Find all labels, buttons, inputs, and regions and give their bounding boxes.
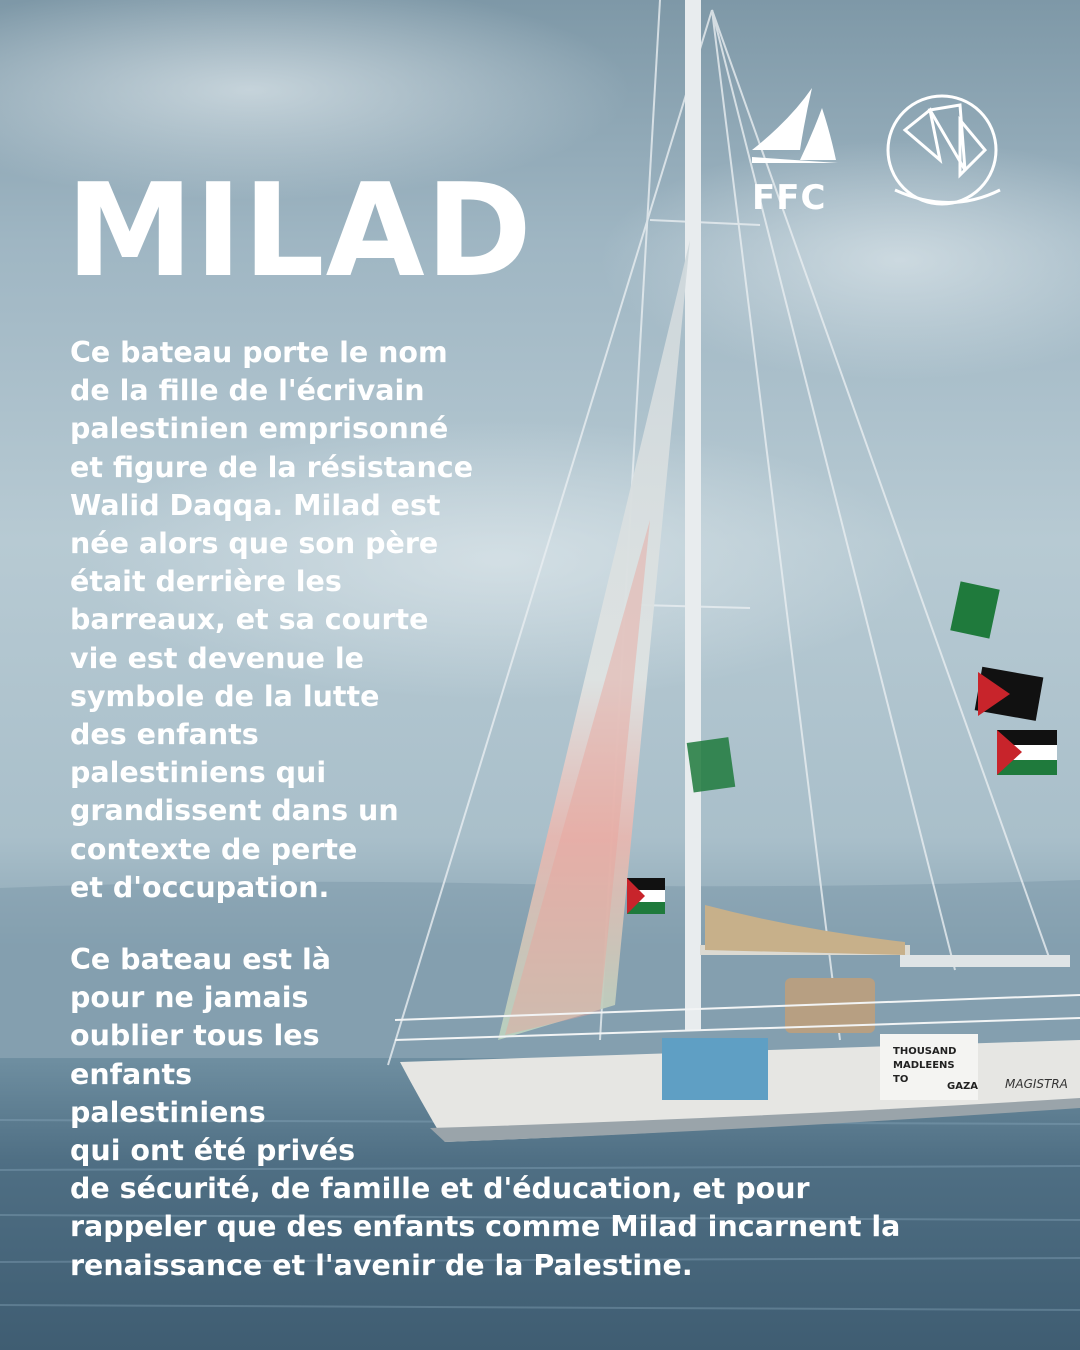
banner-line: GAZA (947, 1081, 978, 1092)
post-title: MILAD (66, 157, 533, 306)
mast (685, 0, 701, 1030)
text-line: palestiniens qui (70, 756, 327, 790)
ffc-logo-text: FFC (752, 178, 827, 218)
bimini-frame (900, 955, 1070, 967)
text-line: de la fille de l'écrivain (70, 374, 425, 408)
text-line: symbole de la lutte (70, 679, 380, 713)
text-line: était derrière les (70, 565, 342, 599)
text-line: et figure de la résistance (70, 450, 474, 484)
text-line: renaissance et l'avenir de la Palestine. (70, 1248, 693, 1282)
text-line: contexte de perte (70, 832, 358, 866)
text-line: Ce bateau porte le nom (70, 336, 448, 369)
text-line: barreaux, et sa courte (70, 603, 429, 637)
text-line: rappeler que des enfants comme Milad incarnent la (70, 1210, 901, 1244)
palestinian-flag-icon (687, 737, 736, 792)
text-line: enfants (70, 1057, 193, 1091)
text-line: palestiniens (70, 1095, 266, 1129)
text-line: des enfants (70, 718, 259, 752)
text-line: Ce bateau est là (70, 943, 332, 976)
banner-line: THOUSAND (893, 1046, 957, 1057)
text-line: oublier tous les (70, 1019, 320, 1053)
text-line: de sécurité, de famille et d'éducation, et pour (70, 1172, 810, 1206)
text-line: vie est devenue le (70, 641, 365, 675)
paragraph-1 (70, 334, 473, 907)
palestinian-flag-icon (950, 581, 1000, 638)
paragraph-2 (70, 941, 900, 1285)
text-line: Walid Daqqa. Milad est (70, 488, 441, 522)
banner-line: TO (893, 1074, 909, 1085)
palestinian-flag-icon (997, 730, 1057, 775)
palestinian-flag-icon (975, 667, 1044, 721)
text-line: pour ne jamais (70, 981, 309, 1015)
banner-line: MADLEENS (893, 1060, 955, 1071)
palestinian-flag-icon (627, 878, 665, 914)
text-line: et d'occupation. (70, 870, 330, 904)
hull-name: MAGISTRA (1005, 1077, 1068, 1091)
text-line: qui ont été privés (70, 1134, 356, 1168)
text-line: née alors que son père (70, 527, 439, 561)
text-line: palestinien emprisonné (70, 412, 449, 446)
text-line: grandissent dans un (70, 794, 399, 828)
